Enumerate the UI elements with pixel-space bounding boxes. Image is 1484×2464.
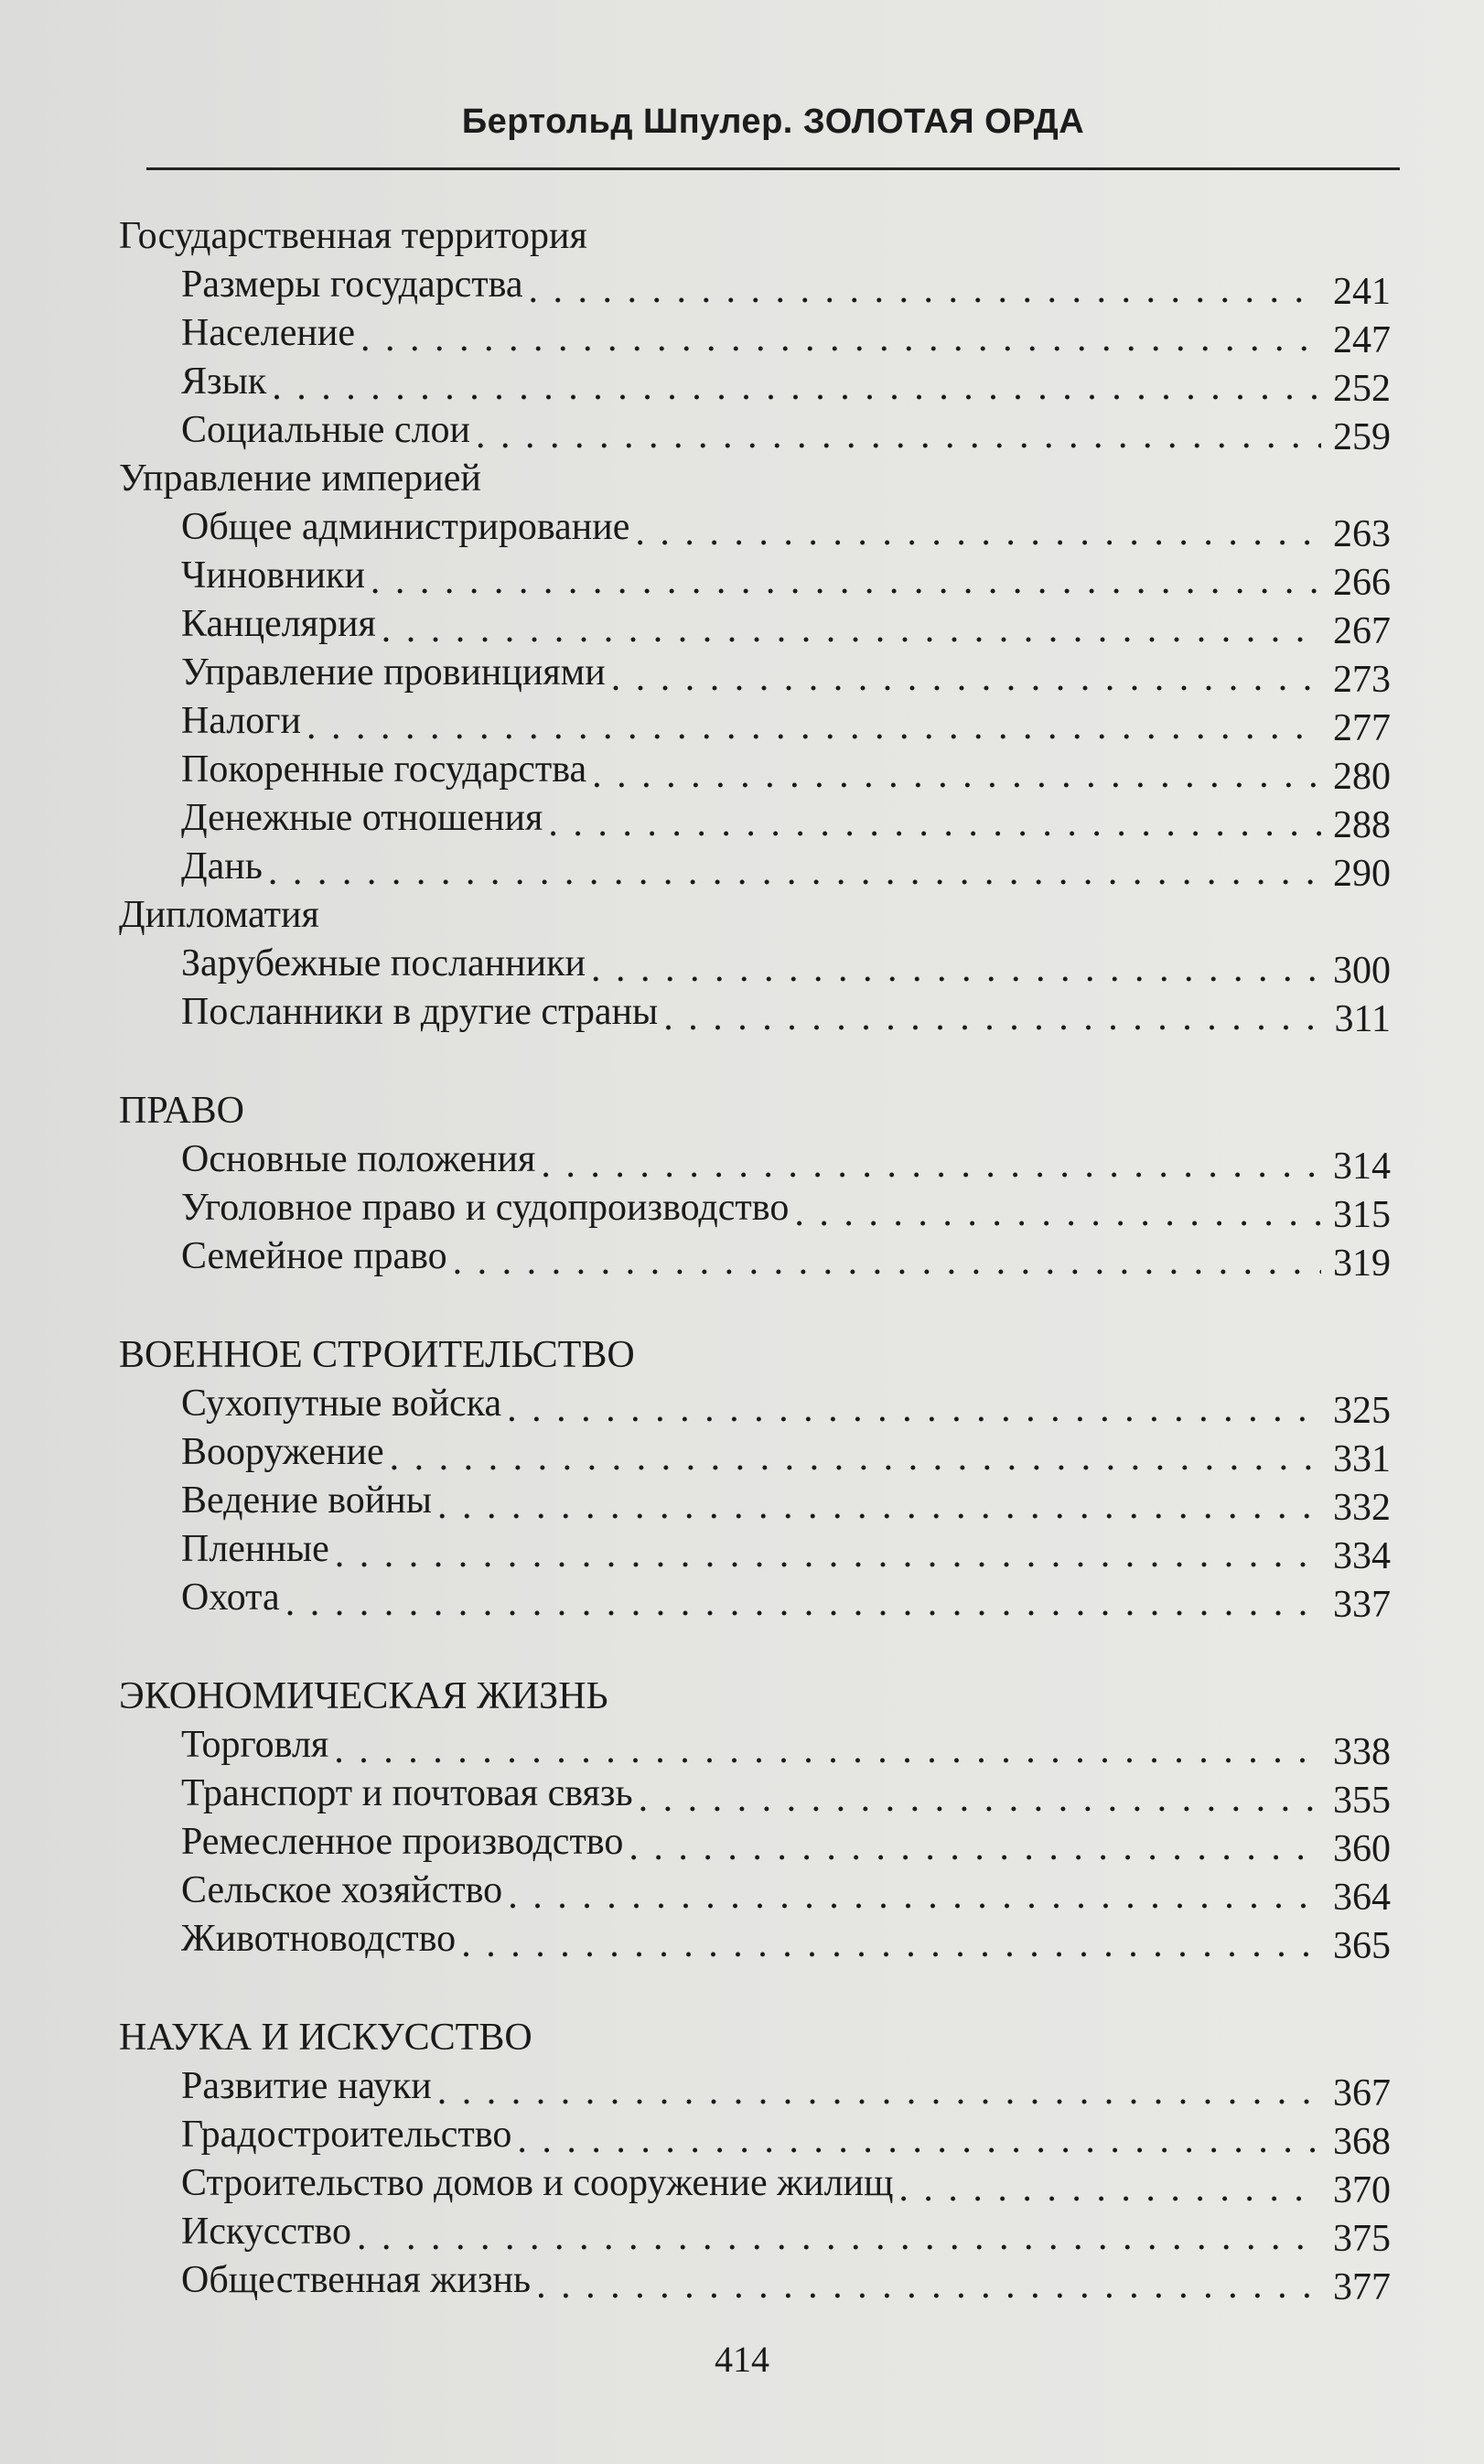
dot-leader: [437, 1482, 1321, 1531]
toc-entry-page: 311: [1334, 998, 1391, 1040]
table-of-contents: [119, 212, 1391, 2308]
toc-entry: [119, 794, 1391, 846]
dot-leader: [548, 800, 1321, 848]
toc-entry-label: Налоги: [181, 700, 302, 742]
toc-entry-label: Общественная жизнь: [181, 2259, 532, 2301]
toc-entry-label: Искусство: [181, 2211, 351, 2253]
dot-leader: [517, 2116, 1321, 2165]
toc-entry: [119, 503, 1391, 555]
toc-entry-page: 263: [1333, 513, 1391, 555]
dot-leader: [334, 1727, 1321, 1775]
dot-leader: [268, 848, 1321, 897]
toc-entry-page: 252: [1333, 368, 1391, 410]
toc-entry-label: Семейное право: [181, 1235, 447, 1277]
dot-leader: [591, 945, 1321, 994]
toc-entry-label: Общее администрирование: [181, 506, 630, 548]
toc-entry-page: 364: [1333, 1877, 1391, 1919]
toc-section-title: Государственная территория: [119, 215, 587, 257]
toc-entry: [119, 2111, 1391, 2163]
dot-leader: [635, 509, 1321, 557]
toc-entry-page: 266: [1333, 562, 1391, 604]
toc-entry-label: Строительство домов и сооружение жилищ: [181, 2162, 894, 2204]
dot-leader: [611, 654, 1321, 703]
toc-entry: [119, 940, 1391, 992]
toc-entry-label: Уголовное право и судопроизводство: [181, 1187, 790, 1229]
dot-leader: [629, 1824, 1321, 1872]
toc-entry: [119, 1477, 1391, 1529]
toc-entry-label: Зарубежные посланники: [181, 942, 586, 985]
toc-entry-page: 273: [1333, 659, 1391, 701]
dot-leader: [794, 1189, 1321, 1238]
dot-leader: [898, 2165, 1321, 2213]
toc-entry-label: Чиновники: [181, 554, 365, 597]
toc-entry: [119, 1818, 1391, 1870]
toc-section: [119, 1673, 1391, 1967]
toc-entry-label: Торговля: [181, 1724, 329, 1766]
toc-entry-label: Население: [181, 312, 355, 354]
dot-leader: [508, 1872, 1321, 1921]
toc-entry-page: 375: [1333, 2218, 1391, 2260]
dot-leader: [639, 1775, 1321, 1824]
dot-leader: [272, 363, 1321, 412]
toc-entry-page: 365: [1333, 1925, 1391, 1967]
toc-section: [119, 891, 1391, 1040]
toc-section-title: Дипломатия: [119, 894, 319, 936]
toc-section: [119, 455, 1391, 895]
dot-leader: [285, 1579, 1321, 1628]
toc-entry-page: 360: [1333, 1828, 1391, 1870]
toc-entry-page: 247: [1333, 319, 1391, 361]
dot-leader: [461, 1921, 1321, 1969]
toc-entry: [119, 1770, 1391, 1822]
toc-entry-label: Социальные слои: [181, 409, 471, 451]
toc-entry-page: 319: [1333, 1243, 1391, 1285]
toc-entry-page: 300: [1333, 950, 1391, 992]
toc-entry-label: Управление провинциями: [181, 651, 606, 694]
dot-leader: [360, 315, 1321, 363]
toc-entry-label: Развитие науки: [181, 2065, 432, 2107]
dot-leader: [453, 1238, 1321, 1286]
toc-entry-label: Сельское хозяйство: [181, 1869, 503, 1911]
toc-section-title: Управление империей: [119, 457, 481, 500]
toc-section: [119, 1087, 1391, 1285]
dot-leader: [476, 412, 1321, 460]
toc-entry-page: 280: [1333, 756, 1391, 798]
toc-entry-page: 290: [1333, 853, 1391, 895]
toc-entry-label: Денежные отношения: [181, 797, 543, 839]
toc-entry: [119, 1135, 1391, 1188]
toc-entry-page: 370: [1333, 2169, 1391, 2211]
toc-section-title: ЭКОНОМИЧЕСКАЯ ЖИЗНЬ: [119, 1675, 608, 1717]
toc-entry: [119, 261, 1391, 313]
toc-entry-page: 377: [1333, 2266, 1391, 2308]
toc-entry-page: 334: [1333, 1535, 1391, 1577]
dot-leader: [437, 2068, 1321, 2116]
toc-entry-label: Ведение войны: [181, 1479, 432, 1522]
toc-entry-page: 314: [1333, 1146, 1391, 1188]
dot-leader: [507, 1385, 1321, 1434]
toc-entry-label: Основные положения: [181, 1138, 536, 1180]
running-head: Бертольд Шпулер. ЗОЛОТАЯ ОРДА: [461, 102, 1085, 141]
dot-leader: [536, 2262, 1321, 2310]
dot-leader: [306, 703, 1321, 751]
toc-entry-page: 325: [1333, 1390, 1391, 1432]
toc-entry: [119, 2208, 1391, 2260]
toc-entry-label: Животноводство: [181, 1918, 457, 1960]
toc-entry: [119, 843, 1391, 895]
toc-entry-label: Транспорт и почтовая связь: [181, 1772, 633, 1814]
toc-entry-page: 267: [1333, 610, 1391, 652]
toc-section: [119, 2014, 1391, 2308]
toc-entry-page: 241: [1333, 271, 1391, 313]
toc-entry-page: 367: [1333, 2072, 1391, 2114]
toc-entry-label: Градостроительство: [181, 2114, 512, 2156]
dot-leader: [390, 1434, 1321, 1482]
toc-entry: [119, 552, 1391, 604]
toc-entry-page: 315: [1333, 1194, 1391, 1236]
toc-entry: [119, 600, 1391, 652]
toc-section: [119, 212, 1391, 458]
dot-leader: [335, 1531, 1321, 1579]
toc-entry-label: Охота: [181, 1576, 280, 1619]
toc-entry: [119, 1574, 1391, 1626]
toc-entry: [119, 1184, 1391, 1236]
toc-entry: [119, 358, 1391, 410]
toc-entry: [119, 309, 1391, 361]
toc-entry: [119, 1721, 1391, 1773]
toc-entry: [119, 649, 1391, 701]
toc-entry: [119, 1915, 1391, 1967]
toc-entry-page: 332: [1333, 1487, 1391, 1529]
dot-leader: [382, 606, 1321, 654]
toc-section-title: НАУКА И ИСКУССТВО: [119, 2017, 532, 2059]
toc-entry-label: Сухопутные войска: [181, 1383, 502, 1425]
page-number: 414: [715, 2339, 769, 2380]
toc-entry-label: Дань: [181, 845, 263, 888]
toc-entry-page: 288: [1333, 804, 1391, 846]
toc-section-title: ПРАВО: [119, 1090, 244, 1132]
dot-leader: [541, 1141, 1321, 1189]
toc-entry-label: Вооружение: [181, 1431, 384, 1473]
toc-entry: [119, 1380, 1391, 1432]
toc-entry: [119, 2159, 1391, 2211]
toc-entry-page: 277: [1333, 707, 1391, 749]
toc-entry-page: 368: [1333, 2121, 1391, 2163]
toc-entry: [119, 988, 1391, 1040]
toc-entry: [119, 406, 1391, 458]
dot-leader: [592, 751, 1321, 800]
toc-section-title: ВОЕННОЕ СТРОИТЕЛЬСТВО: [119, 1334, 635, 1376]
toc-entry-page: 259: [1333, 416, 1391, 458]
dot-leader: [663, 994, 1321, 1042]
toc-entry: [119, 2256, 1391, 2308]
toc-entry: [119, 1232, 1391, 1285]
dot-leader: [357, 2213, 1321, 2262]
toc-entry: [119, 1867, 1391, 1919]
dot-leader: [529, 266, 1321, 315]
toc-section: [119, 1331, 1391, 1626]
toc-entry-label: Канцелярия: [181, 603, 376, 645]
toc-entry: [119, 1428, 1391, 1480]
toc-entry: [119, 1525, 1391, 1577]
toc-entry-label: Язык: [181, 360, 267, 403]
toc-entry-page: 331: [1333, 1438, 1391, 1480]
toc-entry-page: 337: [1333, 1584, 1391, 1626]
header-rule: [146, 167, 1400, 170]
toc-entry-page: 355: [1333, 1780, 1391, 1822]
toc-entry-label: Ремесленное производство: [181, 1821, 624, 1863]
toc-entry: [119, 2062, 1391, 2114]
dot-leader: [371, 557, 1321, 606]
toc-entry-label: Посланники в другие страны: [181, 991, 659, 1033]
toc-entry: [119, 697, 1391, 749]
toc-entry-label: Покоренные государства: [181, 748, 587, 791]
toc-entry-label: Размеры государства: [181, 264, 523, 306]
toc-entry: [119, 746, 1391, 798]
toc-entry-page: 338: [1333, 1731, 1391, 1773]
toc-entry-label: Пленные: [181, 1528, 329, 1570]
